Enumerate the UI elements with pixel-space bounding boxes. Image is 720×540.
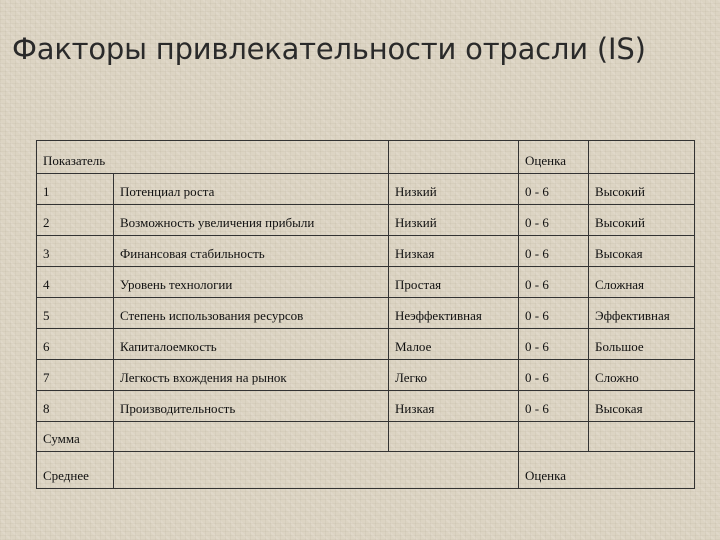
low-value: Легко — [389, 360, 519, 391]
row-number: 7 — [37, 360, 114, 391]
high-value: Высокий — [589, 174, 695, 205]
row-number: 2 — [37, 205, 114, 236]
table-row — [37, 267, 695, 298]
sum-row — [37, 422, 695, 452]
factors-table — [36, 140, 695, 489]
average-label: Среднее — [37, 452, 114, 489]
header-score: Оценка — [519, 141, 589, 174]
high-value: Высокая — [589, 236, 695, 267]
sum-label: Сумма — [37, 422, 114, 452]
empty-cell — [519, 422, 589, 452]
low-value: Низкий — [389, 174, 519, 205]
high-value: Высокая — [589, 391, 695, 422]
score-range: 0 - 6 — [519, 205, 589, 236]
table-row — [37, 174, 695, 205]
row-number: 5 — [37, 298, 114, 329]
empty-cell — [114, 452, 519, 489]
table-row — [37, 329, 695, 360]
low-value: Неэффективная — [389, 298, 519, 329]
score-range: 0 - 6 — [519, 360, 589, 391]
high-value: Большое — [589, 329, 695, 360]
score-range: 0 - 6 — [519, 298, 589, 329]
factor-name: Степень использования ресурсов — [114, 298, 389, 329]
factor-name: Финансовая стабильность — [114, 236, 389, 267]
empty-cell — [389, 422, 519, 452]
empty-cell — [589, 422, 695, 452]
row-number: 8 — [37, 391, 114, 422]
table-row — [37, 205, 695, 236]
empty-cell — [114, 422, 389, 452]
high-value: Высокий — [589, 205, 695, 236]
row-number: 3 — [37, 236, 114, 267]
table-header-row — [37, 141, 695, 174]
low-value: Низкая — [389, 236, 519, 267]
score-range: 0 - 6 — [519, 236, 589, 267]
header-empty-cell — [389, 141, 519, 174]
score-range: 0 - 6 — [519, 391, 589, 422]
row-number: 6 — [37, 329, 114, 360]
high-value: Сложная — [589, 267, 695, 298]
average-score-label: Оценка — [519, 452, 695, 489]
table-row — [37, 298, 695, 329]
factor-name: Потенциал роста — [114, 174, 389, 205]
table-row — [37, 236, 695, 267]
header-empty-cell — [589, 141, 695, 174]
low-value: Простая — [389, 267, 519, 298]
header-indicator: Показатель — [37, 141, 389, 174]
factor-name: Производительность — [114, 391, 389, 422]
factor-name: Капиталоемкость — [114, 329, 389, 360]
score-range: 0 - 6 — [519, 267, 589, 298]
high-value: Сложно — [589, 360, 695, 391]
low-value: Низкая — [389, 391, 519, 422]
row-number: 1 — [37, 174, 114, 205]
low-value: Низкий — [389, 205, 519, 236]
slide-title: Факторы привлекательности отрасли (IS) — [12, 32, 646, 66]
average-row — [37, 452, 695, 489]
low-value: Малое — [389, 329, 519, 360]
high-value: Эффективная — [589, 298, 695, 329]
table-row — [37, 391, 695, 422]
factor-name: Уровень технологии — [114, 267, 389, 298]
factor-name: Возможность увеличения прибыли — [114, 205, 389, 236]
row-number: 4 — [37, 267, 114, 298]
score-range: 0 - 6 — [519, 329, 589, 360]
factor-name: Легкость вхождения на рынок — [114, 360, 389, 391]
score-range: 0 - 6 — [519, 174, 589, 205]
table-row — [37, 360, 695, 391]
